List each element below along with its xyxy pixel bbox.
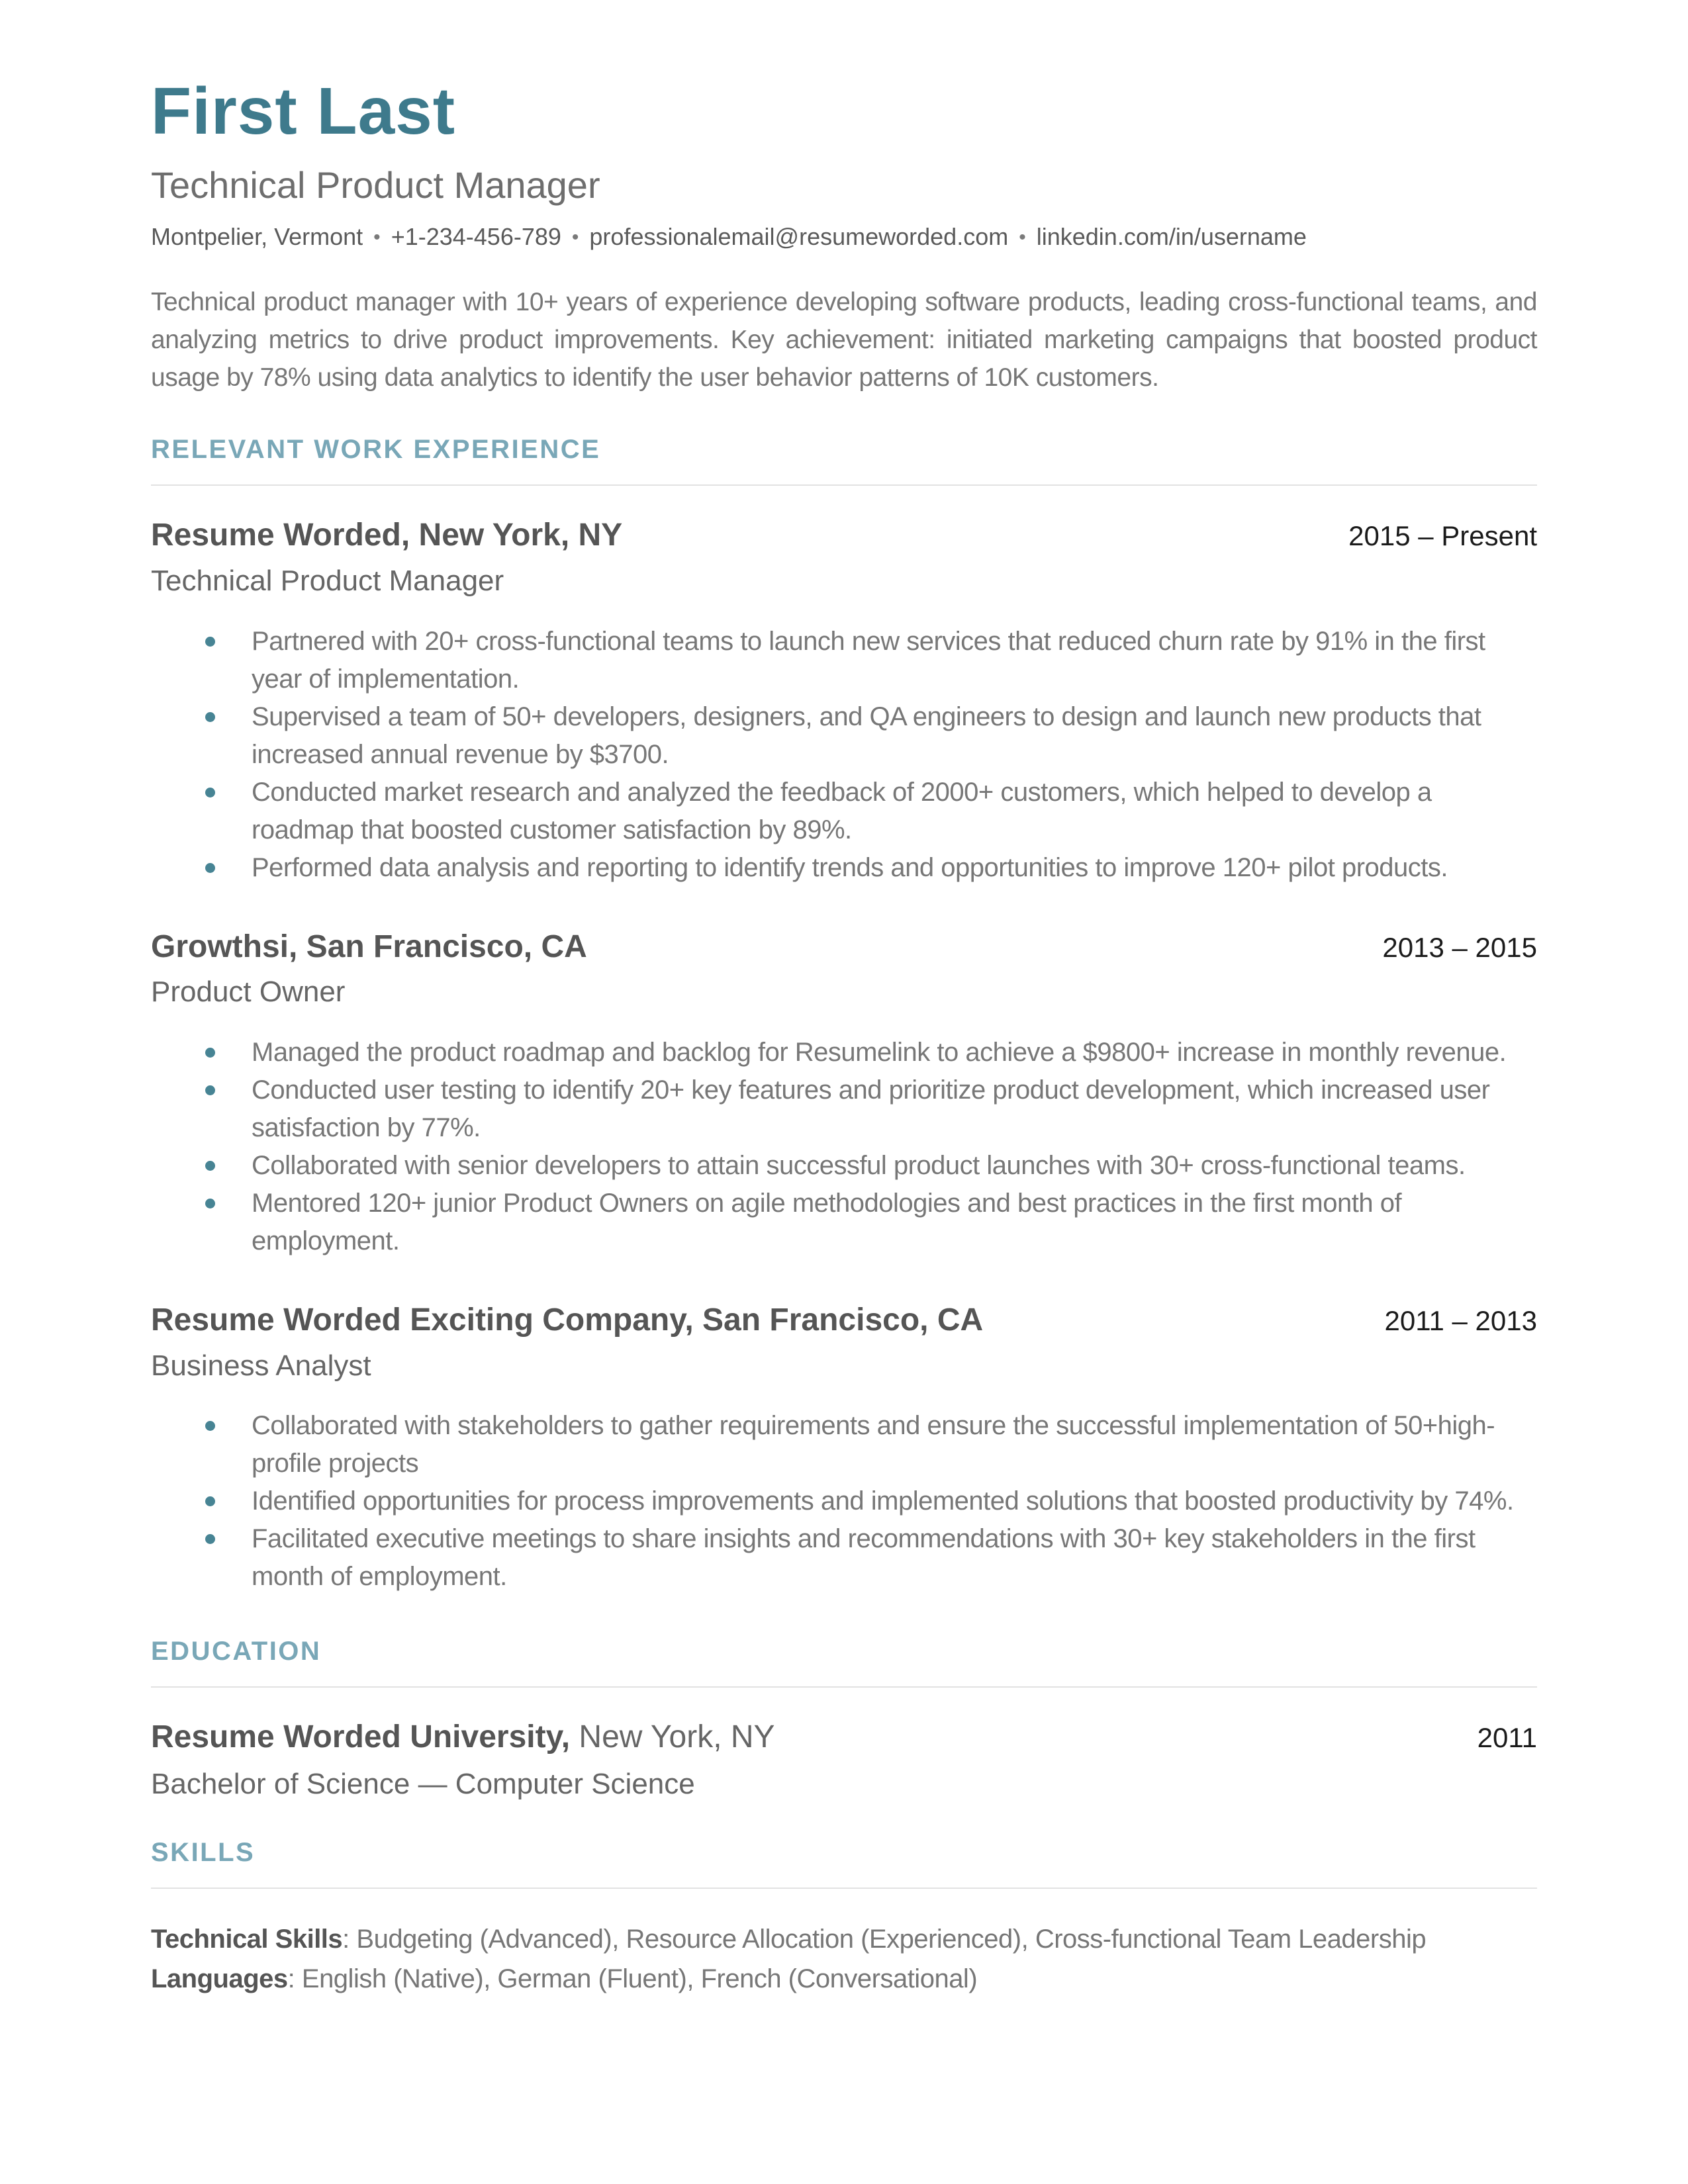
skill-value: : Budgeting (Advanced), Resource Allocation (Experienced), Cross-functional Team Leadership bbox=[342, 1924, 1427, 1954]
education-school bbox=[151, 1718, 775, 1756]
bullet-text: Performed data analysis and reporting to identify trends and opportunities to improve 120+ pilot products. bbox=[252, 852, 1448, 882]
bullet-text: Facilitated executive meetings to share insights and recommendations with 30+ key stakeholders in the first month of employment. bbox=[252, 1524, 1476, 1592]
bullet-icon bbox=[205, 1161, 215, 1171]
section-experience bbox=[151, 435, 1537, 1596]
section-divider bbox=[151, 484, 1537, 486]
skill-value: : English (Native), German (Fluent), French (Conversational) bbox=[287, 1964, 978, 1993]
candidate-title: Technical Product Manager bbox=[151, 164, 600, 206]
job-company: Resume Worded, New York, NY bbox=[151, 518, 623, 553]
bullet-icon bbox=[205, 863, 215, 873]
summary-paragraph: Technical product manager with 10+ years of experience developing software products, leading cross-functional teams, and analyzing metrics to drive product improvements. Key achievement: initiated marketing campaigns that boosted product usage by 78% using data analytics to identify the user behavior patterns of 10K customers. bbox=[151, 288, 1537, 392]
bullet-item bbox=[151, 623, 1537, 698]
bullet-item bbox=[151, 774, 1537, 849]
job-dates: 2013 – 2015 bbox=[1382, 931, 1537, 963]
bullet-item bbox=[151, 1147, 1537, 1185]
job-list bbox=[151, 516, 1537, 1596]
bullet-icon bbox=[205, 1496, 215, 1506]
skill-line bbox=[151, 1959, 1537, 1999]
job-dates: 2011 – 2013 bbox=[1384, 1304, 1537, 1336]
contact-separator: • bbox=[571, 226, 579, 249]
contact-phone: +1-234-456-789 bbox=[391, 223, 561, 251]
section-skills bbox=[151, 1838, 1537, 1999]
bullet-icon bbox=[205, 1534, 215, 1544]
bullet-text: Identified opportunities for process improvements and implemented solutions that boosted productivity by 74%. bbox=[252, 1486, 1514, 1516]
section-education bbox=[151, 1637, 1537, 1801]
skill-label: Languages bbox=[151, 1964, 288, 1993]
education-dates: 2011 bbox=[1477, 1722, 1537, 1754]
bullet-icon bbox=[205, 788, 215, 797]
bullet-text: Partnered with 20+ cross-functional teams to launch new services that reduced churn rate by 91% in the first year of implementation. bbox=[252, 626, 1485, 694]
education-heading: EDUCATION bbox=[151, 1637, 322, 1666]
job-entry bbox=[151, 516, 1537, 886]
bullet-icon bbox=[205, 637, 215, 647]
contact-linkedin[interactable]: linkedin.com/in/username bbox=[1036, 223, 1307, 251]
contact-location: Montpelier, Vermont bbox=[151, 223, 363, 251]
bullet-item bbox=[151, 1520, 1537, 1596]
job-entry bbox=[151, 928, 1537, 1260]
job-dates: 2015 – Present bbox=[1348, 520, 1537, 552]
resume-header bbox=[151, 74, 1537, 396]
bullet-text: Managed the product roadmap and backlog for Resumelink to achieve a $9800+ increase in monthly revenue. bbox=[252, 1037, 1507, 1067]
bullet-icon bbox=[205, 712, 215, 722]
bullet-text: Conducted market research and analyzed the feedback of 2000+ customers, which helped to develop a roadmap that boosted customer satisfaction by 89%. bbox=[252, 777, 1432, 844]
section-divider bbox=[151, 1686, 1537, 1688]
contact-email[interactable]: professionalemail@resumeworded.com bbox=[589, 223, 1009, 251]
bullet-text: Collaborated with senior developers to attain successful product launches with 30+ cross-functional teams. bbox=[252, 1150, 1466, 1180]
bullet-icon bbox=[205, 1048, 215, 1058]
bullet-text: Supervised a team of 50+ developers, designers, and QA engineers to design and launch new products that increased annual revenue by $3700. bbox=[252, 702, 1481, 769]
skills-heading: SKILLS bbox=[151, 1837, 256, 1867]
contact-separator: • bbox=[1019, 226, 1026, 249]
bullet-text: Conducted user testing to identify 20+ key features and prioritize product development, which increased user satisfaction by 77%. bbox=[252, 1075, 1490, 1142]
job-bullets bbox=[151, 623, 1537, 887]
job-title: Technical Product Manager bbox=[151, 564, 504, 597]
job-bullets bbox=[151, 1034, 1537, 1260]
candidate-name: First Last bbox=[151, 74, 456, 148]
education-entry bbox=[151, 1718, 1537, 1801]
bullet-icon bbox=[205, 1199, 215, 1208]
bullet-item bbox=[151, 1185, 1537, 1260]
education-school-name: Resume Worded University, bbox=[151, 1719, 571, 1755]
bullet-icon bbox=[205, 1085, 215, 1095]
job-company: Growthsi, San Francisco, CA bbox=[151, 929, 587, 964]
contact-separator: • bbox=[373, 226, 381, 249]
bullet-icon bbox=[205, 1421, 215, 1431]
bullet-text: Collaborated with stakeholders to gather requirements and ensure the successful implementation of 50+high-profile projects bbox=[252, 1411, 1495, 1479]
bullet-item bbox=[151, 1071, 1537, 1147]
skills-list bbox=[151, 1919, 1537, 1999]
section-divider bbox=[151, 1888, 1537, 1889]
bullet-item bbox=[151, 1482, 1537, 1520]
skill-label: Technical Skills bbox=[151, 1924, 343, 1954]
experience-heading: RELEVANT WORK EXPERIENCE bbox=[151, 435, 601, 465]
bullet-item bbox=[151, 698, 1537, 774]
job-company: Resume Worded Exciting Company, San Francisco, CA bbox=[151, 1302, 984, 1338]
job-title: Product Owner bbox=[151, 976, 346, 1009]
job-bullets bbox=[151, 1407, 1537, 1596]
bullet-item bbox=[151, 1407, 1537, 1482]
job-title: Business Analyst bbox=[151, 1349, 371, 1382]
skill-line bbox=[151, 1919, 1537, 1959]
bullet-text: Mentored 120+ junior Product Owners on agile methodologies and best practices in the first month of employment. bbox=[252, 1188, 1402, 1255]
education-degree: Bachelor of Science — Computer Science bbox=[151, 1767, 695, 1800]
education-school-location: New York, NY bbox=[579, 1719, 775, 1755]
bullet-item bbox=[151, 1034, 1537, 1071]
contact-line bbox=[151, 222, 1537, 251]
job-entry bbox=[151, 1301, 1537, 1596]
bullet-item bbox=[151, 849, 1537, 887]
